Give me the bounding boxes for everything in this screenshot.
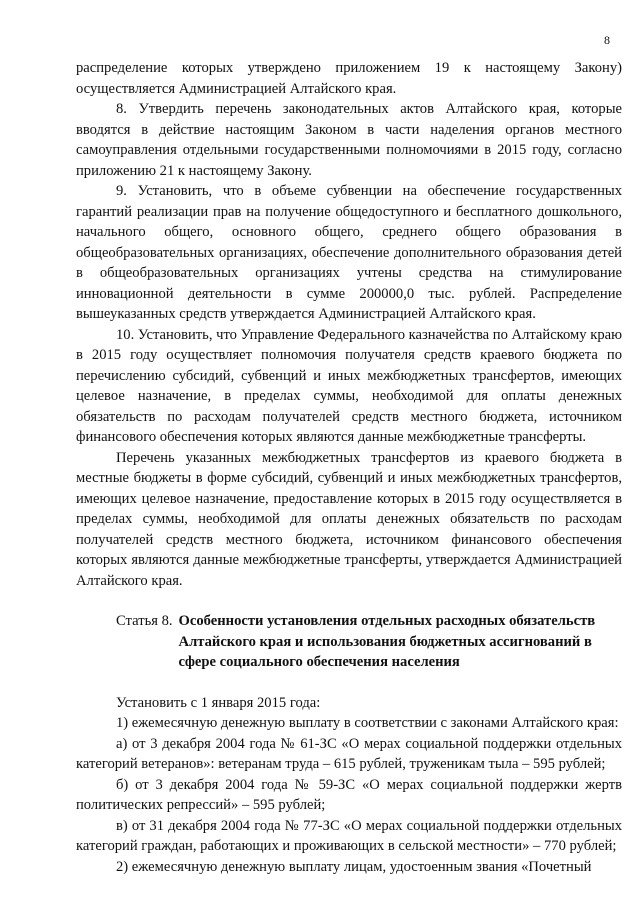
paragraph: 9. Установить, что в объеме субвенции на обеспечение государственных гарантий реализации прав на получение общедоступного и бесплатного дошкольного, начального общего, основного общего, среднего общего образования в общеобразовательных организациях, обеспечение дополнительного образования детей в общеобразовательных организациях учтены средства на стимулирование инновационной деятельности в сумме 200000,0 тыс. рублей. Распределение вышеуказанных средств утверждается Администрацией Алтайского края. — [76, 183, 622, 322]
article-heading — [76, 611, 622, 673]
paragraph: Перечень указанных межбюджетных трансфертов из краевого бюджета в местные бюджеты в форме субсидий, субвенций и иных межбюджетных трансфертов, имеющих целевое назначение, предоставление которых в 2015 году осуществляется в пределах суммы, необходимой для оплаты денежных обязательств по расходам получателей средств местного бюджета, источником финансового обеспечения которых являются данные межбюджетные трансферты, утверждается Администрацией Алтайского края. — [76, 449, 622, 589]
paragraph: 1) ежемесячную денежную выплату в соответствии с законами Алтайского края: — [116, 715, 619, 731]
paragraph: распределение которых утверждено приложением 19 к настоящему Закону) осуществляется Администрацией Алтайского края. — [76, 60, 622, 97]
article-label: Статья 8. — [116, 613, 173, 629]
paragraph: 8. Утвердить перечень законодательных актов Алтайского края, которые вводятся в действие настоящим Законом в части наделения органов местного самоуправления отдельными государственными полномочиями в 2015 году, согласно приложению 21 к настоящему Закону. — [76, 101, 622, 179]
page-number: 8 — [604, 33, 610, 47]
paragraph: Установить с 1 января 2015 года: — [116, 694, 321, 711]
paragraphs-top — [76, 58, 622, 591]
paragraph: 2) ежемесячную денежную выплату лицам, удостоенным звания «Почетный — [116, 858, 592, 875]
paragraph: а) от 3 декабря 2004 года № 61-ЗС «О мерах социальной поддержки отдельных категорий ветеранов»: ветеранам труда – 615 рублей, труженикам тыла – 595 рублей; — [76, 735, 622, 772]
paragraphs-bottom — [76, 693, 622, 878]
paragraph: 10. Установить, что Управление Федерального казначейства по Алтайскому краю в 2015 году осуществляет полномочия получателя средств краевого бюджета по перечислению субсидий, субвенций и иных межбюджетных трансфертов, имеющих целевое назначение, в пределах суммы, необходимой для оплаты денежных обязательств по расходам получателей средств местного бюджета, источником финансового обеспечения которых являются данные межбюджетные трансферты. — [76, 326, 622, 445]
document-body — [76, 58, 622, 877]
article-title: Особенности установления отдельных расходных обязательств Алтайского края и использования бюджетных ассигнований в сфере социального обеспечения населения — [178, 613, 596, 670]
paragraph: б) от 3 декабря 2004 года № 59-ЗС «О мерах социальной поддержки жертв политических репрессий» – 595 рублей; — [76, 776, 622, 813]
paragraph: в) от 31 декабря 2004 года № 77-ЗС «О мерах социальной поддержки отдельных категорий граждан, работающих и проживающих в сельской местности» – 770 рублей; — [76, 817, 622, 854]
